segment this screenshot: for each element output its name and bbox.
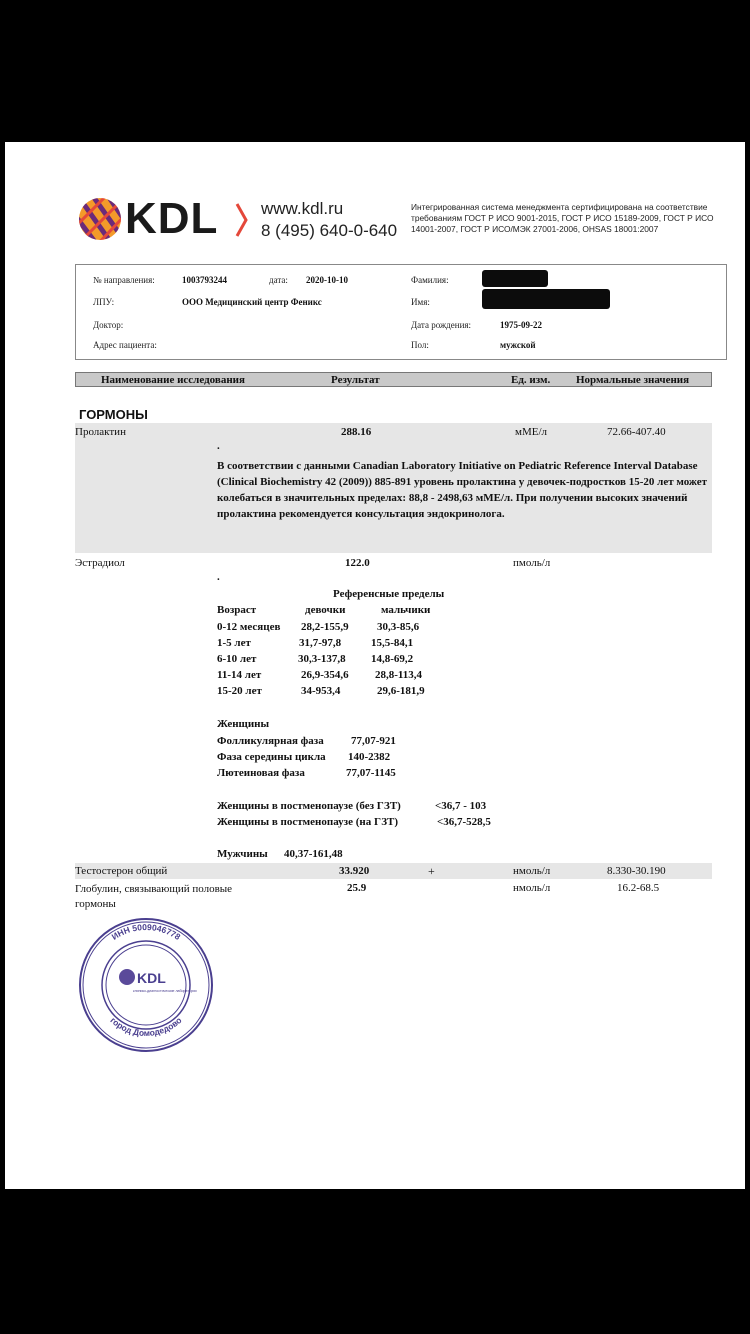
test-unit: мМЕ/л: [515, 426, 548, 438]
ref-phase-value: 77,07-921: [351, 735, 396, 747]
referral-label: № направления:: [93, 275, 155, 285]
comment-dot: .: [217, 571, 220, 583]
ref-men-value: 40,37-161,48: [284, 848, 343, 860]
test-name: Эстрадиол: [75, 557, 125, 569]
col-name-header: Наименование исследования: [101, 374, 245, 386]
comment-dot: .: [217, 440, 220, 452]
test-name: Тестостерон общий: [75, 865, 168, 877]
lab-report-page: [5, 142, 745, 1189]
ref-age: 11-14 лет: [217, 669, 262, 681]
ref-col-girls: девочки: [305, 604, 346, 616]
section-title: ГОРМОНЫ: [79, 407, 148, 422]
ref-boys: 14,8-69,2: [371, 653, 414, 665]
svg-text:ИНН 5009046778: ИНН 5009046778: [109, 921, 183, 942]
test-result: 122.0: [345, 557, 370, 569]
ref-phase-value: 77,07-1145: [346, 767, 396, 779]
ref-age: 1-5 лет: [217, 637, 251, 649]
birth-value: 1975-09-22: [500, 320, 542, 330]
logo-text: KDL: [125, 194, 219, 243]
lpu-label: ЛПУ:: [93, 297, 115, 307]
ref-postmeno-value: <36,7-528,5: [437, 816, 491, 828]
ref-girls: 30,3-137,8: [298, 653, 346, 665]
redaction-name: [482, 289, 610, 309]
birth-label: Дата рождения:: [411, 320, 472, 330]
ref-boys: 29,6-181,9: [377, 685, 425, 697]
date-label: дата:: [269, 275, 288, 285]
ref-age: 6-10 лет: [217, 653, 257, 665]
test-result: 33.920: [339, 865, 370, 877]
sex-value: мужской: [500, 340, 536, 350]
ref-age: 0-12 месяцев: [217, 621, 281, 633]
deviation-flag: +: [428, 864, 435, 878]
ref-title: Референсные пределы: [333, 588, 445, 600]
name-label: Имя:: [411, 297, 430, 307]
prolactin-comment: В соответствии с данными Canadian Laboratory Initiative on Pediatric Reference Interval Database (Clinical Biochemistry 42 (2009)) 885-891 уровень пролактина у девочек-подростков 15-20 лет может колебаться в значительных пределах: 88,8 - 2498,63 мМЕ/л. При получении высоких значений пролактина рекомендуется консультация эндокринолога.: [217, 460, 708, 520]
test-result: 288.16: [341, 426, 372, 438]
stamp-seal-icon: [75, 917, 217, 1054]
ref-girls: 28,2-155,9: [301, 621, 349, 633]
results-table-header: [75, 372, 712, 387]
ref-girls: 31,7-97,8: [299, 637, 342, 649]
ref-girls: 34-953,4: [301, 685, 341, 697]
phone-number: 8 (495) 640-0-640: [261, 221, 398, 240]
svg-text:город Домодедово: город Домодедово: [108, 1015, 184, 1039]
ref-phase-value: 140-2382: [348, 751, 391, 763]
test-result: 25.9: [347, 882, 367, 894]
lpu-value: ООО Медицинский центр Феникс: [182, 297, 322, 307]
test-unit: нмоль/л: [513, 865, 551, 877]
test-unit: пмоль/л: [513, 557, 551, 569]
chevron-right-icon: [235, 202, 249, 238]
test-norm: 72.66-407.40: [607, 426, 666, 438]
ref-postmeno-label: Женщины в постменопаузе (на ГЗТ): [217, 816, 399, 828]
surname-label: Фамилия:: [411, 275, 449, 285]
ref-postmeno-label: Женщины в постменопаузе (без ГЗТ): [217, 800, 401, 812]
date-value: 2020-10-10: [306, 275, 348, 285]
doctor-label: Доктор:: [93, 320, 124, 330]
ref-boys: 28,8-113,4: [375, 669, 423, 681]
referral-value: 1003793244: [182, 275, 227, 285]
ref-phase-label: Фаза середины цикла: [217, 751, 326, 763]
address-label: Адрес пациента:: [93, 340, 157, 350]
patient-info-box: [75, 264, 727, 360]
svg-text:KDL: KDL: [137, 970, 166, 986]
ref-men-label: Мужчины: [217, 848, 268, 860]
col-unit-header: Ед. изм.: [511, 374, 551, 386]
svg-text:клинико-диагностические лабора: клинико-диагностические лаборатории: [133, 989, 197, 993]
ref-girls: 26,9-354,6: [301, 669, 349, 681]
ref-boys: 15,5-84,1: [371, 637, 414, 649]
test-unit: нмоль/л: [513, 882, 551, 894]
ref-phase-label: Фолликулярная фаза: [217, 735, 324, 747]
ref-col-boys: мальчики: [381, 604, 431, 616]
kdl-logo-icon: [78, 196, 122, 242]
ref-col-age: Возраст: [217, 604, 257, 616]
test-name: Глобулин, связывающий половые гормоны: [75, 883, 233, 910]
test-name: Пролактин: [75, 426, 126, 438]
ref-postmeno-value: <36,7 - 103: [435, 800, 487, 812]
test-norm: 8.330-30.190: [607, 865, 666, 877]
website-link[interactable]: www.kdl.ru: [261, 199, 344, 218]
ref-phase-label: Лютеиновая фаза: [217, 767, 305, 779]
ref-boys: 30,3-85,6: [377, 621, 420, 633]
test-norm: 16.2-68.5: [617, 882, 660, 894]
certification-text: Интегрированная система менеджмента сертифицирована на соответствие требованиям ГОСТ Р ИСО 9001-2015, ГОСТ Р ИСО 15189-2009, ГОСТ Р ИСО 14001-2007, ГОСТ Р ИСО/МЭК 27001-2006, OHSAS 18001:2007: [411, 202, 714, 234]
ref-age: 15-20 лет: [217, 685, 262, 697]
redaction-surname: [482, 270, 548, 287]
sex-label: Пол:: [411, 340, 429, 350]
col-norm-header: Нормальные значения: [576, 374, 690, 386]
ref-women-title: Женщины: [217, 718, 270, 730]
col-result-header: Результат: [331, 374, 380, 386]
